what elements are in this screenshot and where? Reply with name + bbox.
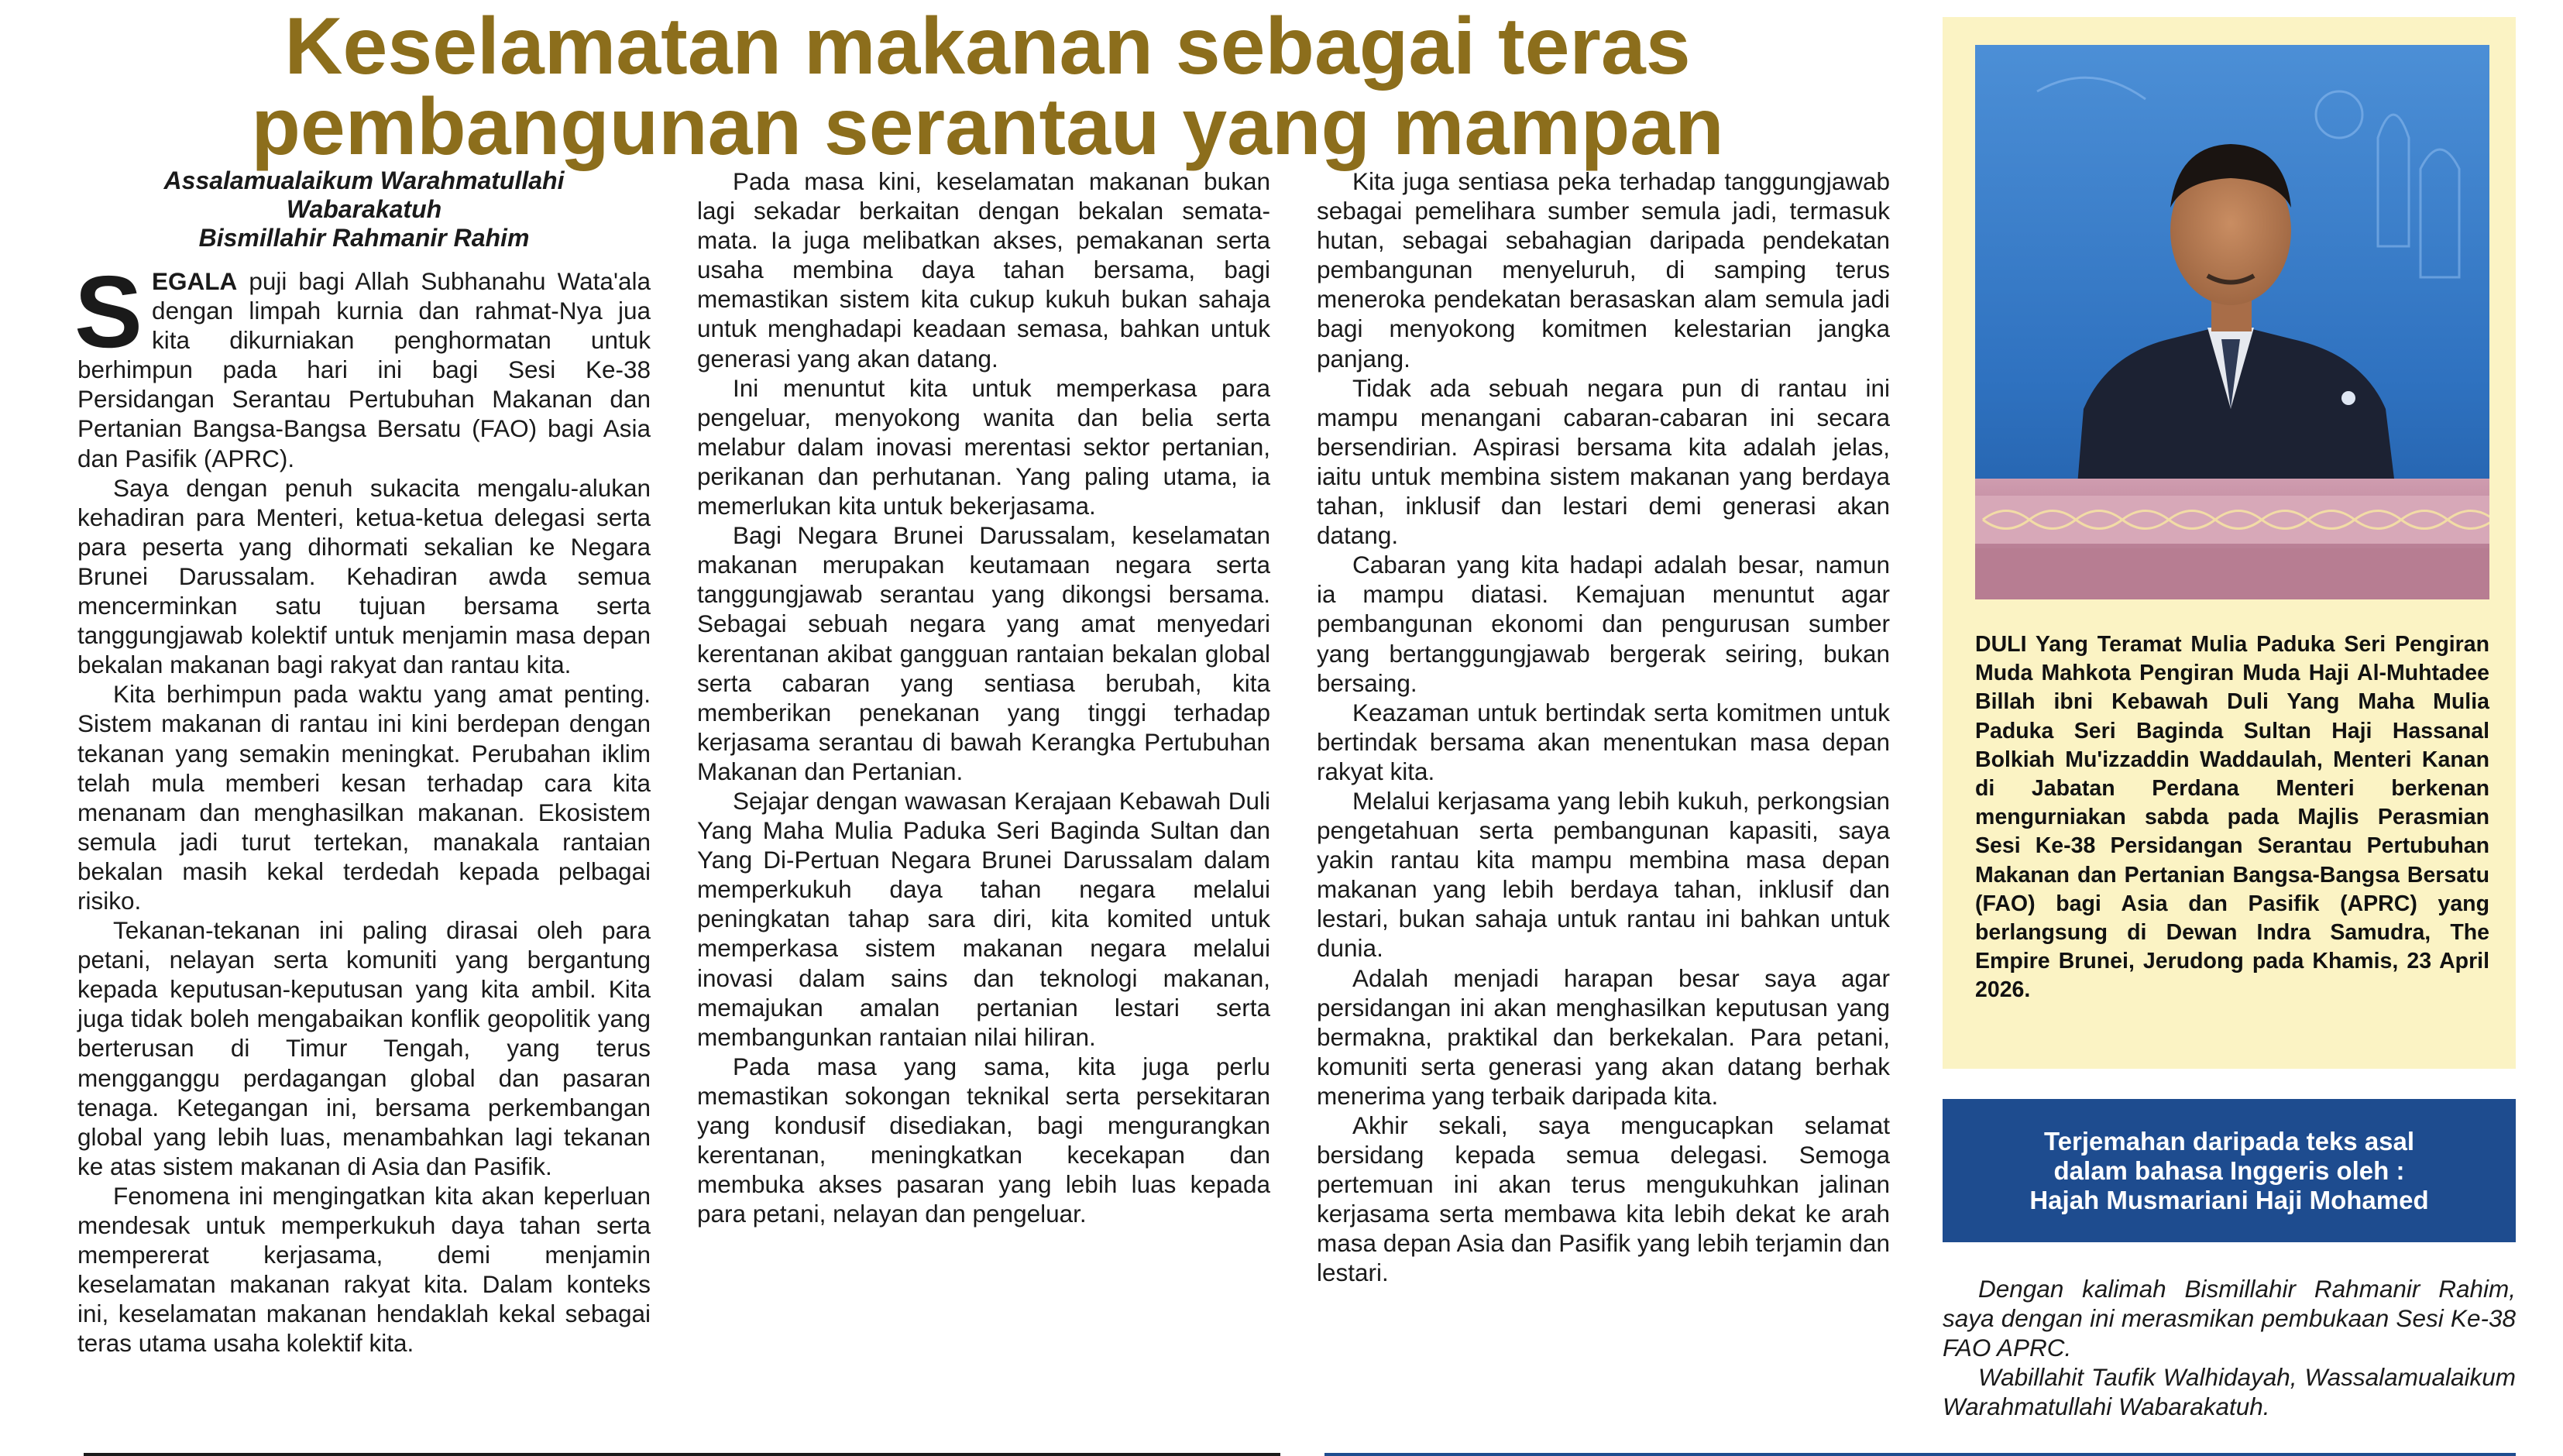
translation-line-3: Hajah Musmariani Haji Mohamed — [2029, 1185, 2429, 1214]
article-paragraph-16: Adalah menjadi harapan besar saya agar persidangan ini akan menghasilkan keputusan yang bermakna, praktikal dan berkekalan. Para petani, komuniti serta generasi yang akan datang berhak menerima yang terbaik daripada kita. — [1317, 963, 1890, 1110]
article-paragraph-6: Pada masa kini, keselamatan makanan bukan lagi sekadar berkaitan dengan bekalan semata-mata. Ia juga melibatkan akses, pemakanan serta usaha membina daya tahan bersama, bagi memastikan sistem kita cukup kukuh bukan sahaja untuk menghadapi keadaan semasa, bahkan untuk generasi yang akan datang. — [697, 167, 1270, 373]
article-column-2 — [697, 167, 1270, 1228]
article-paragraph-9: Sejajar dengan wawasan Kerajaan Kebawah Duli Yang Maha Mulia Paduka Seri Baginda Sultan dan Yang Di-Pertuan Negara Brunei Darussalam dalam memperkukuh daya tahan negara melalui peningkatan tahap sara diri, kita komited untuk memperkasa sistem makanan negara melalui inovasi dalam sains dan teknologi makanan, memajukan amalan pertanian lestari serta membangunkan rantaian nilai hiliran. — [697, 786, 1270, 1051]
article-paragraph-17: Akhir sekali, saya mengucapkan selamat bersidang kepada semua delegasi. Semoga pertemuan ini akan terus mengukuhkan jalinan kerjasama serta membawa kita lebih dekat ke arah masa depan Asia dan Pasifik yang lebih terjamin dan lestari. — [1317, 1111, 1890, 1287]
bottom-rule-left — [84, 1453, 1280, 1456]
translation-line-1: Terjemahan daripada teks asal — [2043, 1126, 2415, 1156]
salutation-line-1: Assalamualaikum Warahmatullahi — [163, 167, 565, 194]
photo-caption: DULI Yang Teramat Mulia Paduka Seri Pengiran Muda Mahkota Pengiran Muda Haji Al-Muhtadee Billah ibni Kebawah Duli Yang Maha Mulia Paduka Seri Baginda Sultan Haji Hassanal Bolkiah Mu'izzaddin Waddaulah, Menteri Kanan di Jabatan Perdana Menteri berkenan mengurniakan sabda pada Majlis Perasmian Sesi Ke-38 Persidangan Serantau Pertubuhan Makanan dan Pertanian Bangsa-Bangsa Bersatu (FAO) bagi Asia dan Pasifik (APRC) yang berlangsung di Dewan Indra Samudra, The Empire Brunei, Jerudong pada Khamis, 23 April 2026. — [1975, 632, 2489, 1003]
article-paragraph-3: Kita berhimpun pada waktu yang amat penting. Sistem makanan di rantau ini kini berdepan dengan tekanan yang semakin meningkat. Perubahan iklim telah mula memberi kesan terhadap cara kita menanam dan menghasilkan makanan. Ekosistem semula jadi turut tertekan, manakala rantaian bekalan masih kekal terdedah kepada pelbagai risiko. — [77, 680, 651, 915]
article-paragraph-14: Keazaman untuk bertindak serta komitmen untuk bertindak bersama akan menentukan masa depan rakyat kita. — [1317, 698, 1890, 785]
article-paragraph-1 — [74, 255, 651, 473]
article-paragraph-2: Saya dengan penuh sukacita mengalu-alukan kehadiran para Menteri, ketua-ketua delegasi serta para peserta yang dihormati sekalian ke Negara Brunei Darussalam. Kehadiran awda semua mencerminkan satu tujuan bersama serta tanggungjawab kolektif untuk menjamin masa depan bekalan makanan bagi rakyat dan rantau kita. — [77, 473, 651, 679]
translation-credit-box — [1943, 1099, 2516, 1242]
speaker-photo — [1975, 45, 2489, 599]
salutation-line-3: Bismillahir Rahmanir Rahim — [198, 224, 530, 252]
article-paragraph-8: Bagi Negara Brunei Darussalam, keselamatan makanan merupakan keutamaan negara serta tanggungjawab serantau yang dikongsi bersama. Sebagai sebuah negara yang amat menyedari kerentanan akibat gangguan rantaian bekalan global serta cabaran yang sentiasa berubah, kita memberikan penekanan yang tinggi terhadap kerjasama serantau di bawah Kerangka Pertubuhan Makanan dan Pertanian. — [697, 521, 1270, 785]
translation-line-2: dalam bahasa Inggeris oleh : — [2053, 1156, 2405, 1185]
headline-line-1: Keselamatan makanan sebagai teras — [284, 2, 1691, 91]
lead-word: EGALA — [152, 267, 238, 295]
article-paragraph-11: Kita juga sentiasa peka terhadap tanggungjawab sebagai pemelihara sumber semula jadi, termasuk hutan, sebagai sebahagian daripada pendekatan pembangunan menyeluruh, di samping terus meneroka pendekatan berasaskan alam semula jadi bagi menyokong komitmen kelestarian jangka panjang. — [1317, 167, 1890, 373]
drop-cap: S — [74, 255, 143, 369]
closing-paragraph-2: Wabillahit Taufik Walhidayah, Wassalamualaikum Warahmatullahi Wabarakatuh. — [1943, 1363, 2516, 1421]
article-paragraph-4: Tekanan-tekanan ini paling dirasai oleh para petani, nelayan serta komuniti yang bergantung kepada keputusan-keputusan yang kita ambil. Kita juga tidak boleh mengabaikan konflik geopolitik yang berterusan di Timur Tengah, yang terus mengganggu perdagangan global dan pasaran tenaga. Ketegangan ini, bersama perkembangan global yang lebih luas, menambahkan lagi tekanan ke atas sistem makanan di Asia dan Pasifik. — [77, 916, 651, 1180]
article-paragraph-15: Melalui kerjasama yang lebih kukuh, perkongsian pengetahuan serta pembangunan kapasiti, saya yakin rantau kita mampu membina masa depan makanan yang lebih berdaya tahan, inklusif dan lestari, bukan sahaja untuk rantau ini bahkan untuk dunia. — [1317, 786, 1890, 963]
article-column-3 — [1317, 167, 1890, 1288]
article-paragraph-13: Cabaran yang kita hadapi adalah besar, namun ia mampu diatasi. Kemajuan menuntut agar pembangunan ekonomi dan pengurusan sumber yang bertanggungjawab bergerak seiring, bukan bersaing. — [1317, 551, 1890, 697]
salutation — [77, 167, 651, 252]
article-paragraph-12: Tidak ada sebuah negara pun di rantau ini mampu menangani cabaran-cabaran ini secara bersendirian. Aspirasi bersama kita adalah jelas, iaitu untuk membina sistem makanan yang berdaya tahan, inklusif dan lestari demi generasi akan datang. — [1317, 373, 1890, 550]
article-paragraph-10: Pada masa yang sama, kita juga perlu memastikan sokongan teknikal serta persekitaran yang kondusif disediakan, bagi mengurangkan kerentanan, meningkatkan kecekapan dan membuka akses pasaran yang lebih luas kepada para petani, nelayan dan pengeluar. — [697, 1052, 1270, 1228]
closing-paragraph-1: Dengan kalimah Bismillahir Rahmanir Rahim, saya dengan ini merasmikan pembukaan Sesi Ke-38 FAO APRC. — [1943, 1275, 2516, 1362]
headline-line-2: pembangunan serantau yang mampan — [251, 82, 1724, 172]
headline — [116, 2, 1859, 172]
salutation-line-2: Wabarakatuh — [286, 195, 442, 223]
paragraph-1-text: puji bagi Allah Subhanahu Wata'ala dengan limpah kurnia dan rahmat-Nya jua kita dikurniakan penghormatan untuk berhimpun pada hari ini bagi Sesi Ke-38 Persidangan Serantau Pertubuhan Makanan dan Pertanian Bangsa-Bangsa Bersatu (FAO) bagi Asia dan Pasifik (APRC). — [77, 267, 651, 472]
closing-text — [1943, 1274, 2516, 1421]
article-paragraph-5: Fenomena ini mengingatkan kita akan keperluan mendesak untuk memperkukuh daya tahan serta mempererat kerjasama, demi menjamin keselamatan makanan rakyat kita. Dalam konteks ini, keselamatan makanan hendaklah kekal sebagai teras utama usaha kolektif kita. — [77, 1181, 651, 1358]
article-column-1 — [74, 167, 651, 1358]
article-paragraph-7: Ini menuntut kita untuk memperkasa para pengeluar, menyokong wanita dan belia serta melabur dalam inovasi merentasi sektor pertanian, perikanan dan perhutanan. Yang paling utama, ia memerlukan kita untuk bekerjasama. — [697, 373, 1270, 520]
bottom-rule-right — [1324, 1453, 2516, 1456]
